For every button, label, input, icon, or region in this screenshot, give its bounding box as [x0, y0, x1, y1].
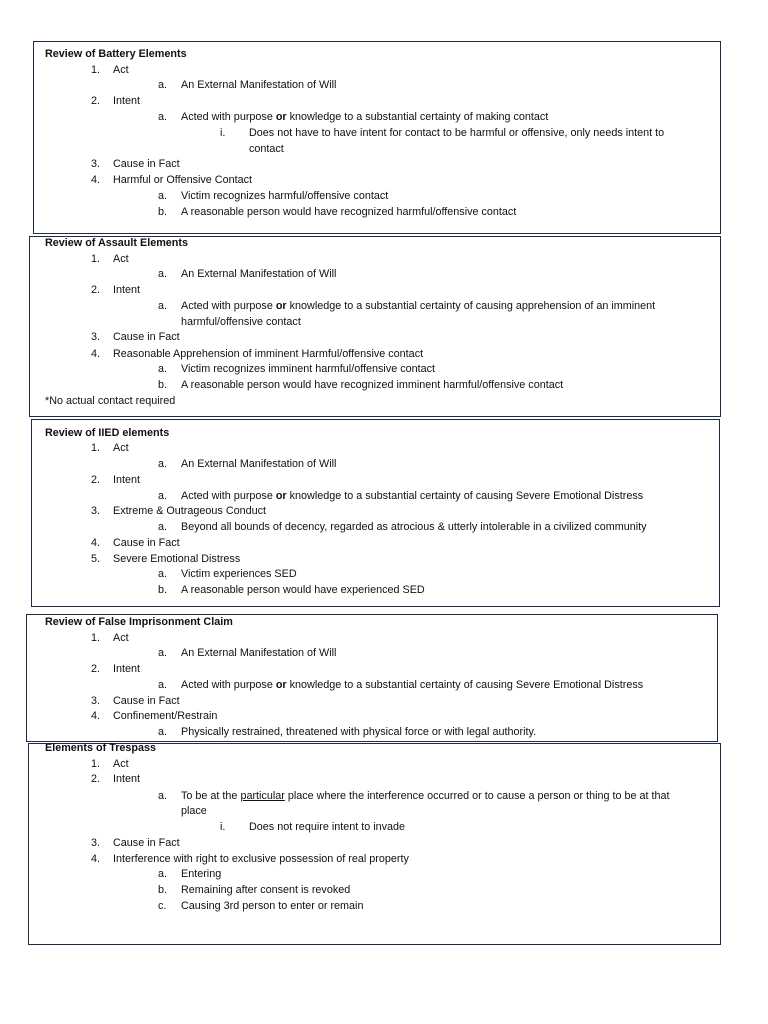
- list-number: 2.: [90, 663, 100, 675]
- list-number: 3.: [90, 331, 100, 343]
- list-letter: a.: [158, 568, 168, 580]
- list-letter: a.: [158, 647, 168, 659]
- list-subitem: Causing 3rd person to enter or remain: [181, 900, 364, 912]
- list-subitem: An External Manifestation of Will: [181, 458, 337, 470]
- list-roman: i.: [220, 821, 226, 833]
- list-letter: a.: [158, 79, 168, 91]
- list-number: 4.: [90, 537, 100, 549]
- list-number: 5.: [90, 553, 100, 565]
- list-item: Intent: [113, 773, 141, 785]
- list-subitem: Acted with purpose or knowledge to a substantial certainty of causing apprehension of an imminent: [181, 300, 656, 312]
- list-letter: a.: [158, 363, 168, 375]
- list-subitem: An External Manifestation of Will: [181, 647, 337, 659]
- list-subsubitem: Does not have to have intent for contact to be harmful or offensive, only needs intent to: [249, 127, 665, 139]
- list-subitem: Victim recognizes harmful/offensive contact: [181, 190, 389, 202]
- list-number: 1.: [90, 442, 100, 454]
- list-subitem: An External Manifestation of Will: [181, 79, 337, 91]
- list-subitem: Entering: [181, 868, 222, 880]
- list-subitem-cont: place: [181, 805, 207, 817]
- list-letter: a.: [158, 521, 168, 533]
- list-letter: a.: [158, 490, 168, 502]
- list-number: 4.: [90, 853, 100, 865]
- trespass-title: Elements of Trespass: [45, 742, 157, 754]
- list-subitem: A reasonable person would have recognized imminent harmful/offensive contact: [181, 379, 564, 391]
- list-number: 2.: [90, 284, 100, 296]
- battery-title: Review of Battery Elements: [45, 48, 187, 60]
- list-number: 3.: [90, 837, 100, 849]
- list-letter: a.: [158, 726, 168, 738]
- list-item: Intent: [113, 474, 141, 486]
- list-item: Act: [113, 442, 129, 454]
- list-letter: c.: [158, 900, 167, 912]
- list-item: Severe Emotional Distress: [113, 553, 241, 565]
- list-item: Cause in Fact: [113, 537, 180, 549]
- list-number: 2.: [90, 474, 100, 486]
- list-number: 3.: [90, 158, 100, 170]
- list-item: Reasonable Apprehension of imminent Harmful/offensive contact: [113, 348, 424, 360]
- list-subitem: Beyond all bounds of decency, regarded as atrocious & utterly intolerable in a civilized community: [181, 521, 647, 533]
- list-item: Cause in Fact: [113, 837, 180, 849]
- list-subitem: Acted with purpose or knowledge to a substantial certainty of making contact: [181, 111, 549, 123]
- list-subitem: Physically restrained, threatened with physical force or with legal authority.: [181, 726, 537, 738]
- list-subitem: Remaining after consent is revoked: [181, 884, 351, 896]
- list-item: Interference with right to exclusive possession of real property: [113, 853, 409, 865]
- assault-title: Review of Assault Elements: [45, 237, 189, 249]
- iied-title: Review of IIED elements: [45, 427, 170, 439]
- assault-note: *No actual contact required: [45, 395, 176, 407]
- list-item: Act: [113, 632, 129, 644]
- list-letter: a.: [158, 790, 168, 802]
- list-item: Intent: [113, 95, 141, 107]
- list-number: 4.: [90, 710, 100, 722]
- list-subitem: An External Manifestation of Will: [181, 268, 337, 280]
- list-number: 3.: [90, 695, 100, 707]
- list-item: Confinement/Restrain: [113, 710, 218, 722]
- list-item: Cause in Fact: [113, 158, 180, 170]
- list-subitem: To be at the particular place where the interference occurred or to cause a person or thing to be at that: [181, 790, 670, 802]
- list-subitem-cont: harmful/offensive contact: [181, 316, 301, 328]
- list-letter: a.: [158, 868, 168, 880]
- list-subitem: Victim recognizes imminent harmful/offensive contact: [181, 363, 436, 375]
- list-item: Cause in Fact: [113, 331, 180, 343]
- list-number: 3.: [90, 505, 100, 517]
- list-item: Extreme & Outrageous Conduct: [113, 505, 267, 517]
- list-subitem: Acted with purpose or knowledge to a substantial certainty of causing Severe Emotional Distress: [181, 679, 644, 691]
- list-roman: i.: [220, 127, 226, 139]
- list-letter: b.: [158, 584, 168, 596]
- list-letter: a.: [158, 679, 168, 691]
- list-number: 4.: [90, 174, 100, 186]
- list-item: Intent: [113, 284, 141, 296]
- list-number: 1.: [90, 632, 100, 644]
- list-subsubitem: Does not require intent to invade: [249, 821, 406, 833]
- list-letter: b.: [158, 206, 168, 218]
- list-number: 2.: [90, 95, 100, 107]
- list-subitem: Victim experiences SED: [181, 568, 297, 580]
- list-item: Act: [113, 758, 129, 770]
- list-letter: b.: [158, 884, 168, 896]
- list-number: 4.: [90, 348, 100, 360]
- list-subitem: A reasonable person would have experienced SED: [181, 584, 425, 596]
- list-number: 1.: [90, 253, 100, 265]
- list-letter: a.: [158, 300, 168, 312]
- false-imprisonment-title: Review of False Imprisonment Claim: [45, 616, 233, 628]
- list-number: 1.: [90, 64, 100, 76]
- list-letter: a.: [158, 190, 168, 202]
- list-item: Harmful or Offensive Contact: [113, 174, 253, 186]
- list-item: Act: [113, 253, 129, 265]
- list-item: Intent: [113, 663, 141, 675]
- list-subitem: Acted with purpose or knowledge to a substantial certainty of causing Severe Emotional Distress: [181, 490, 644, 502]
- list-subsubitem-cont: contact: [249, 143, 284, 155]
- list-number: 2.: [90, 773, 100, 785]
- list-letter: b.: [158, 379, 168, 391]
- list-subitem: A reasonable person would have recognized harmful/offensive contact: [181, 206, 517, 218]
- list-item: Cause in Fact: [113, 695, 180, 707]
- list-letter: a.: [158, 111, 168, 123]
- list-letter: a.: [158, 268, 168, 280]
- list-item: Act: [113, 64, 129, 76]
- list-letter: a.: [158, 458, 168, 470]
- list-number: 1.: [90, 758, 100, 770]
